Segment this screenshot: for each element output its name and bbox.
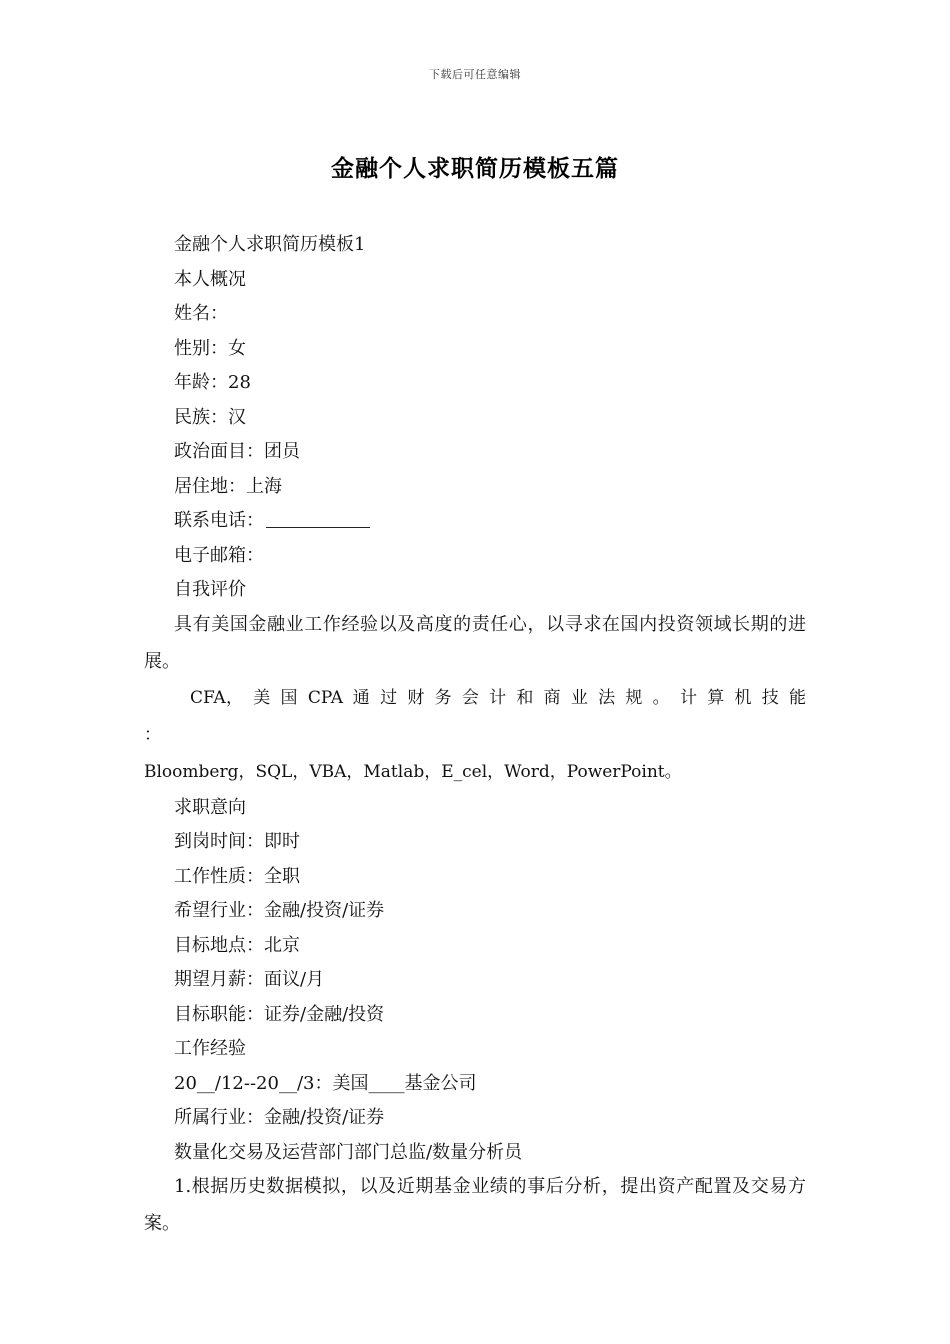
work-period: 20__/12--20__/3：美国____基金公司	[174, 1072, 477, 1094]
field-email: 电子邮箱：	[174, 544, 264, 566]
document-body	[144, 228, 806, 1242]
field-job-type: 工作性质：全职	[174, 865, 300, 887]
field-desired-industry: 希望行业：金融/投资/证券	[174, 900, 385, 921]
field-gender: 性别：女	[174, 337, 246, 359]
page-header: 下载后可任意编辑	[429, 68, 521, 81]
field-phone	[144, 504, 806, 539]
field-name: 姓名：	[174, 303, 228, 324]
field-phone-label: 联系电话：	[174, 510, 264, 531]
field-political-status: 政治面目：团员	[174, 441, 300, 462]
template-heading: 金融个人求职简历模板1	[174, 234, 366, 255]
section-overview: 本人概况	[174, 268, 246, 290]
field-target-location: 目标地点：北京	[174, 934, 300, 956]
field-ethnicity: 民族：汉	[174, 406, 246, 428]
work-duty-1: 1.根据历史数据模拟，以及近期基金业绩的事后分析，提出资产配置及交易方案。	[144, 1176, 806, 1234]
work-industry: 所属行业：金融/投资/证券	[174, 1107, 385, 1128]
section-work-experience: 工作经验	[174, 1038, 246, 1059]
section-job-intent: 求职意向	[174, 796, 246, 818]
skills-line-1: CFA， 美 国 CPA 通 过 财 务 会 计 和 商 业 法 规 。 计 算 机 技 能 ：	[144, 687, 806, 745]
field-target-function: 目标职能：证券/金融/投资	[174, 1003, 385, 1025]
skills-line-2: Bloomberg，SQL，VBA，Matlab，E_cel，Word，PowerPoint。	[144, 761, 682, 782]
phone-blank-line	[266, 509, 370, 528]
field-expected-salary: 期望月薪：面议/月	[174, 969, 325, 990]
section-self-evaluation: 自我评价	[174, 579, 246, 600]
field-age: 年龄：28	[174, 372, 251, 393]
field-residence: 居住地：上海	[174, 475, 282, 497]
skills-paragraph	[144, 680, 806, 791]
work-position: 数量化交易及运营部门部门总监/数量分析员	[174, 1141, 523, 1163]
document-title: 金融个人求职简历模板五篇	[331, 155, 619, 182]
field-arrival-time: 到岗时间：即时	[174, 831, 300, 852]
self-evaluation-text: 具有美国金融业工作经验以及高度的责任心，以寻求在国内投资领域长期的进展。	[144, 613, 806, 672]
